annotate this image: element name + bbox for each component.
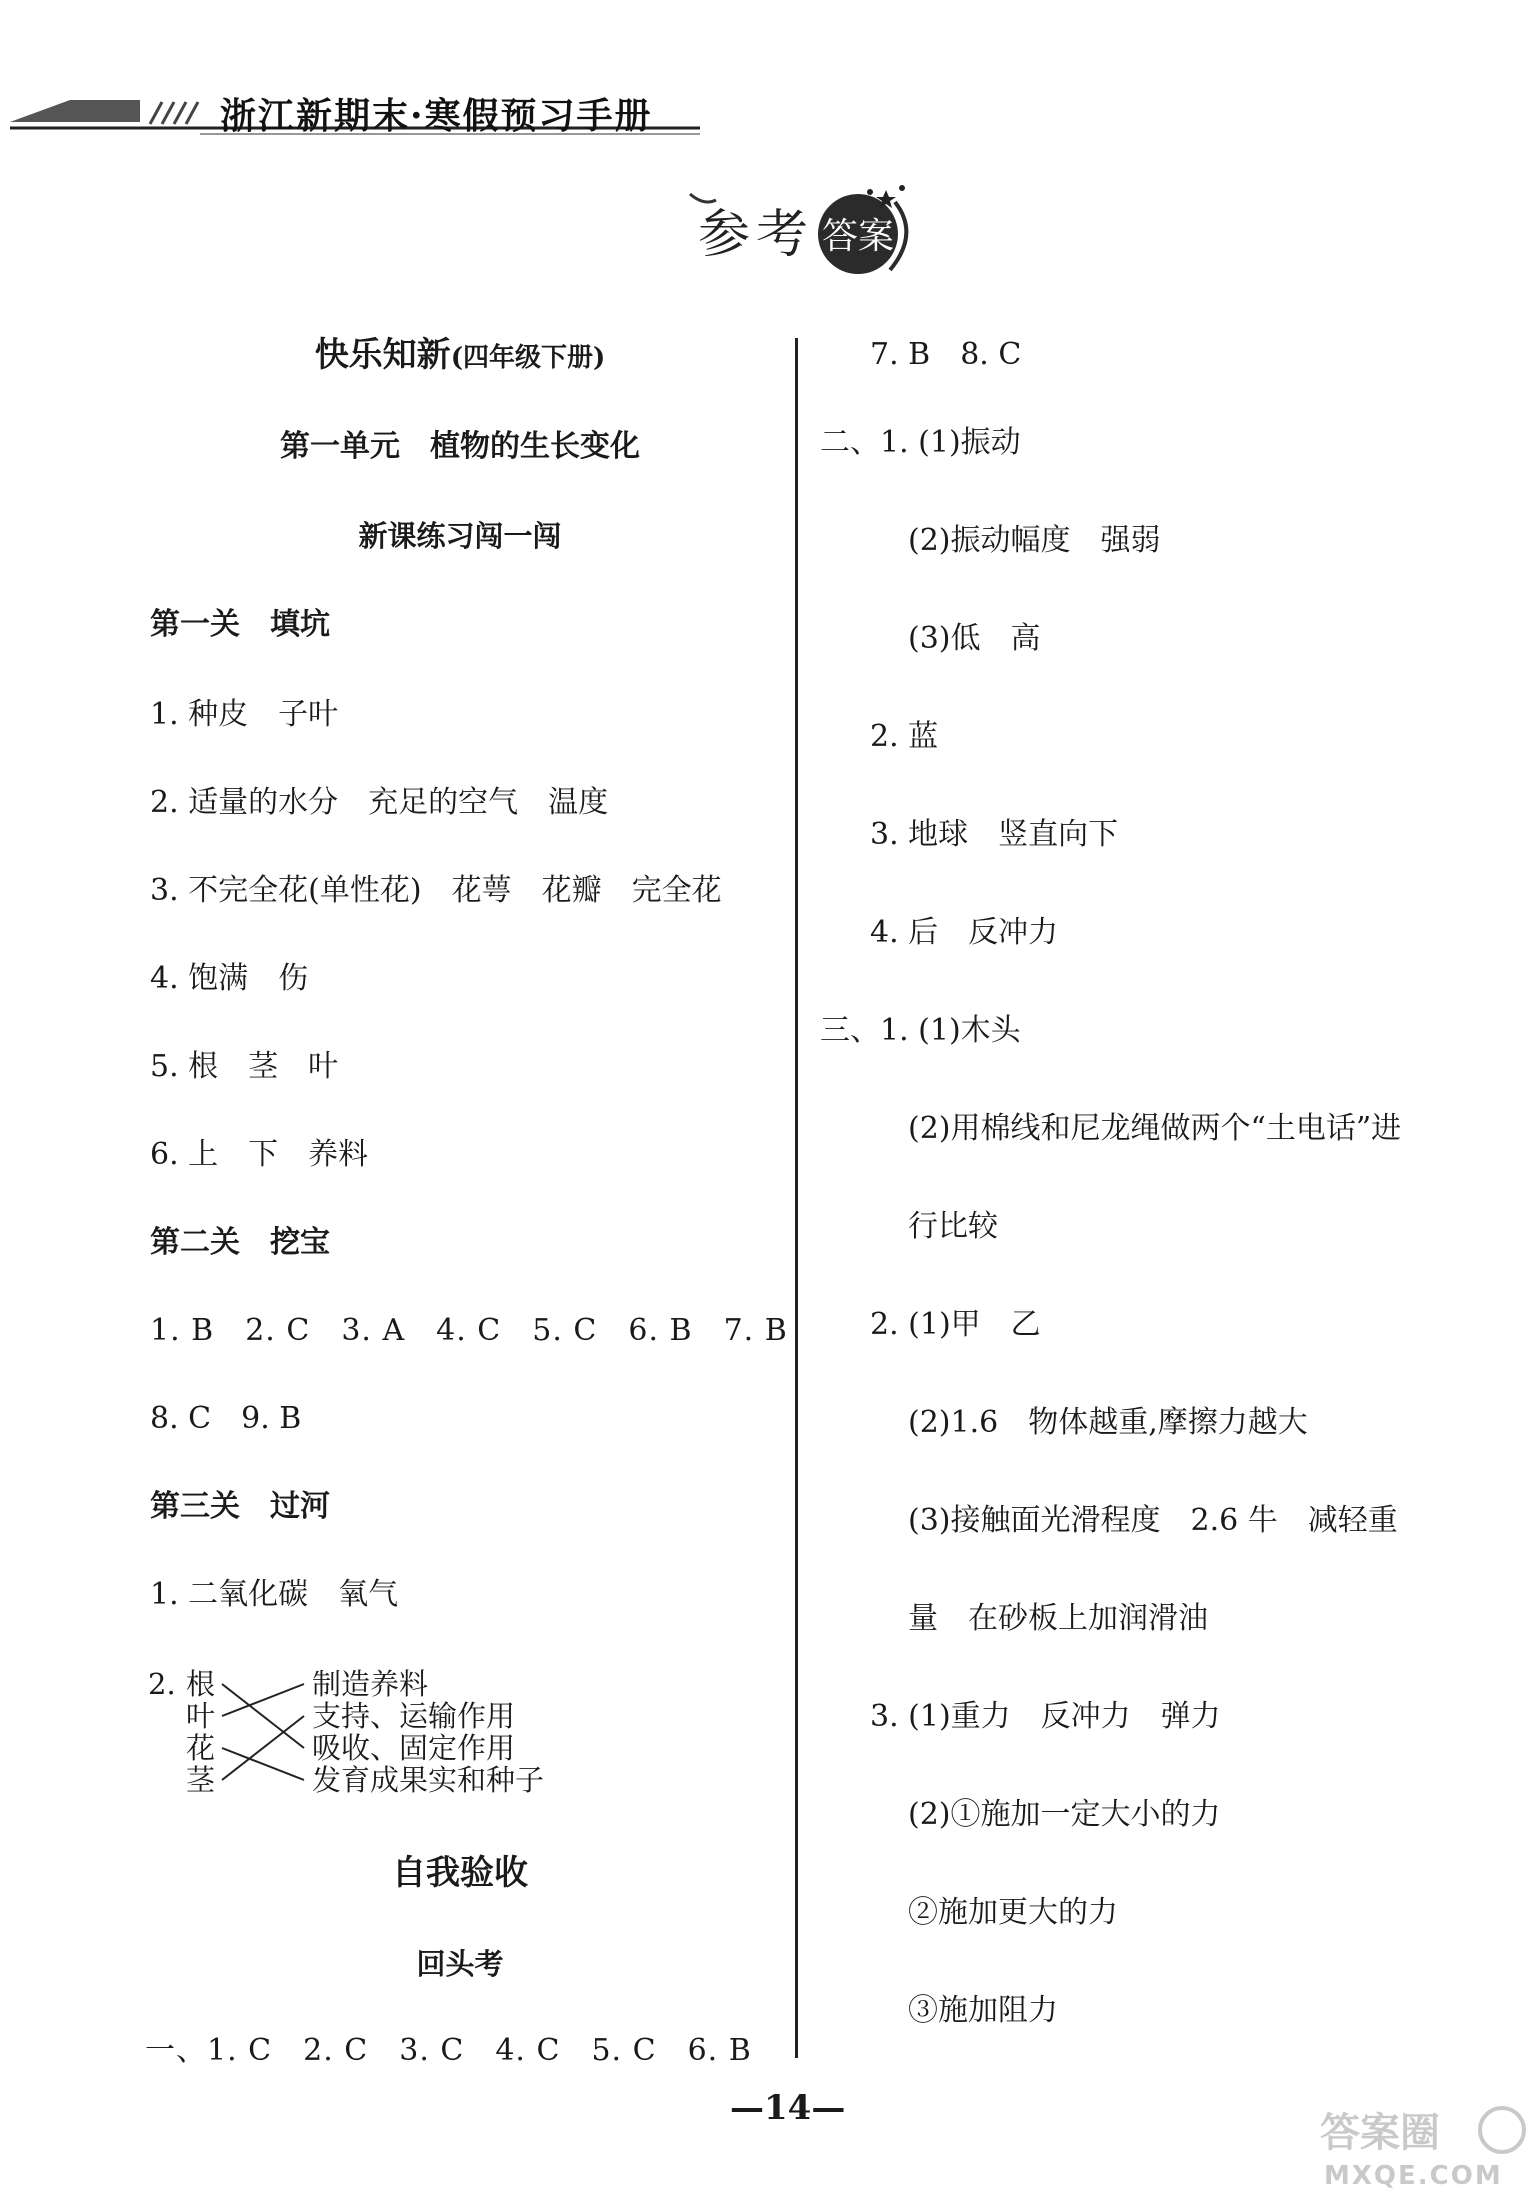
answer-key-heading bbox=[680, 172, 940, 282]
answer-line: 7. B 8. C bbox=[870, 337, 1022, 372]
section-title: 新课练习闯一闯 bbox=[358, 519, 562, 553]
answer-line: 三、1. (1)木头 bbox=[820, 1013, 1021, 1048]
unit-title: 第一单元 植物的生长变化 bbox=[280, 429, 640, 464]
answer-line: 1. B 2. C 3. A 4. C 5. C 6. B 7. B bbox=[150, 1313, 788, 1348]
match-lines bbox=[218, 1662, 308, 1802]
answer-line: 1. 种皮 子叶 bbox=[150, 697, 339, 732]
answer-line: 2. (1)甲 乙 bbox=[870, 1307, 1041, 1342]
answer-line: (2)①施加一定大小的力 bbox=[908, 1797, 1221, 1832]
level-2-heading: 第二关 挖宝 bbox=[150, 1225, 330, 1260]
answer-line: (2)用棉线和尼龙绳做两个“土电话”进 bbox=[908, 1111, 1402, 1146]
hero-char-2: 考 bbox=[756, 205, 809, 265]
answer-line: 2. 蓝 bbox=[870, 719, 939, 754]
answer-line: (3)低 高 bbox=[908, 621, 1041, 656]
answer-line: 4. 饱满 伤 bbox=[150, 961, 309, 996]
match-left-item: 根 bbox=[186, 1667, 216, 1701]
level-1-heading: 第一关 填坑 bbox=[150, 607, 330, 642]
answer-line: 行比较 bbox=[908, 1209, 998, 1244]
answer-line: ③施加阻力 bbox=[908, 1993, 1058, 2028]
match-line bbox=[222, 1716, 304, 1780]
answer-line: 3. 地球 竖直向下 bbox=[870, 817, 1119, 852]
answer-line: 6. 上 下 养料 bbox=[150, 1137, 369, 1172]
watermark-url: MXQE.COM bbox=[1324, 2161, 1503, 2190]
match-right-item: 支持、运输作用 bbox=[312, 1699, 516, 1733]
match-right-item: 制造养料 bbox=[312, 1667, 429, 1701]
watermark-circle bbox=[1480, 2108, 1524, 2152]
header-stripe-block bbox=[10, 100, 140, 122]
matching-diagram bbox=[148, 1662, 568, 1802]
review-heading: 回头考 bbox=[416, 1947, 504, 1981]
book-title bbox=[130, 335, 790, 375]
watermark-text: 答案圈 bbox=[1320, 2110, 1440, 2156]
hero-char-1: 参 bbox=[698, 205, 751, 265]
match-left-item: 叶 bbox=[186, 1699, 216, 1733]
answer-line: 2. 适量的水分 充足的空气 温度 bbox=[150, 785, 609, 820]
answer-line: ②施加更大的力 bbox=[908, 1895, 1118, 1930]
answer-line: 8. C 9. B bbox=[150, 1401, 302, 1436]
dot-icon bbox=[867, 189, 873, 195]
answer-line: 4. 后 反冲力 bbox=[870, 915, 1059, 950]
answer-line: 3. 不完全花(单性花) 花萼 花瓣 完全花 bbox=[150, 873, 722, 908]
swirl-icon bbox=[690, 194, 716, 202]
match-right-item: 吸收、固定作用 bbox=[312, 1731, 516, 1765]
badge-text: 答案 bbox=[821, 216, 895, 257]
level-3-heading: 第三关 过河 bbox=[150, 1489, 330, 1524]
answer-line: (2)1.6 物体越重,摩擦力越大 bbox=[908, 1405, 1308, 1440]
dot-icon bbox=[899, 185, 905, 191]
answer-line: (2)振动幅度 强弱 bbox=[908, 523, 1161, 558]
match-left-item: 茎 bbox=[186, 1763, 216, 1797]
column-divider bbox=[795, 338, 798, 2058]
answer-line: 5. 根 茎 叶 bbox=[150, 1049, 339, 1084]
match-right-item: 发育成果实和种子 bbox=[312, 1763, 545, 1797]
book-title-main: 快乐知新 bbox=[314, 335, 451, 375]
match-line bbox=[222, 1684, 304, 1748]
answer-line: (3)接触面光滑程度 2.6 牛 减轻重 bbox=[908, 1503, 1398, 1538]
self-check-heading: 自我验收 bbox=[392, 1853, 528, 1893]
answer-line: 1. 二氧化碳 氧气 bbox=[150, 1577, 399, 1612]
header-title: 浙江新期末·寒假预习手册 bbox=[220, 95, 653, 137]
book-title-sub: (四年级下册) bbox=[450, 343, 606, 373]
match-left-item: 花 bbox=[186, 1731, 216, 1765]
header-stripe-lines bbox=[150, 102, 198, 124]
matching-number: 2. bbox=[148, 1667, 176, 1701]
match-line bbox=[222, 1684, 304, 1716]
match-line bbox=[222, 1748, 304, 1780]
page-number: —14— bbox=[730, 2088, 846, 2128]
answer-line: 3. (1)重力 反冲力 弹力 bbox=[870, 1699, 1221, 1734]
answer-line: 一、1. C 2. C 3. C 4. C 5. C 6. B bbox=[145, 2033, 752, 2068]
watermark-logo bbox=[1316, 2100, 1530, 2190]
answer-line: 量 在砂板上加润滑油 bbox=[908, 1601, 1208, 1636]
answer-line: 二、1. (1)振动 bbox=[820, 425, 1021, 460]
